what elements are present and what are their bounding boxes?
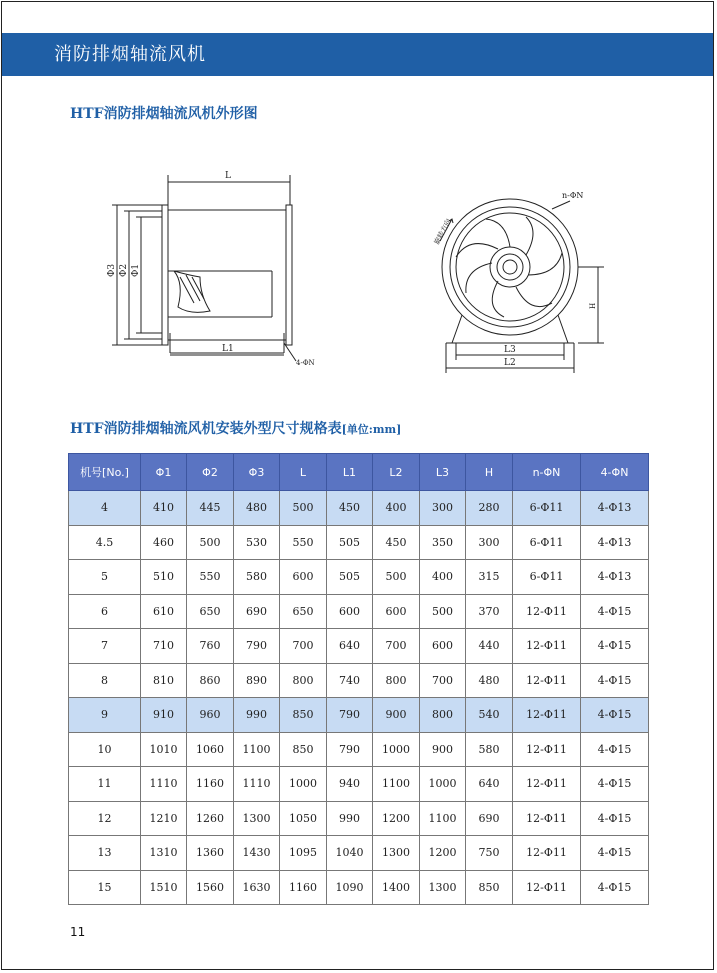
- table-cell: 1000: [373, 732, 420, 767]
- table-cell: 1200: [420, 836, 466, 871]
- table-cell: 4-Φ15: [581, 698, 649, 733]
- column-header: L: [280, 454, 327, 491]
- drawing-section-title: HTF消防排烟轴流风机外形图: [70, 106, 258, 122]
- column-header: n-ΦN: [513, 454, 581, 491]
- table-row: [69, 732, 649, 767]
- table-cell: 1260: [187, 801, 234, 836]
- table-cell: 4-Φ15: [581, 870, 649, 905]
- table-cell: 610: [141, 594, 187, 629]
- table-cell: 940: [327, 767, 373, 802]
- table-cell: 850: [280, 698, 327, 733]
- table-cell: 1160: [280, 870, 327, 905]
- table-cell: 12-Φ11: [513, 732, 581, 767]
- table-cell: 800: [373, 663, 420, 698]
- table-cell: 580: [234, 560, 280, 595]
- label-phi2: Φ2: [119, 263, 129, 277]
- table-cell: 640: [466, 767, 513, 802]
- label-L: L: [225, 171, 231, 181]
- table-cell: 445: [187, 491, 234, 526]
- table-cell: 1110: [141, 767, 187, 802]
- table-cell: 600: [373, 594, 420, 629]
- table-cell: 1210: [141, 801, 187, 836]
- table-cell: 530: [234, 525, 280, 560]
- label-phi3: Φ3: [107, 263, 117, 277]
- column-header: L2: [373, 454, 420, 491]
- table-cell: 1430: [234, 836, 280, 871]
- table-cell: 1100: [420, 801, 466, 836]
- table-cell: 500: [420, 594, 466, 629]
- table-cell: 990: [234, 698, 280, 733]
- table-cell: 440: [466, 629, 513, 664]
- table-cell: 650: [280, 594, 327, 629]
- table-cell: 280: [466, 491, 513, 526]
- column-header: Φ3: [234, 454, 280, 491]
- table-cell: 1050: [280, 801, 327, 836]
- table-cell: 300: [466, 525, 513, 560]
- table-row: [69, 698, 649, 733]
- fan-outline-drawing: [100, 165, 620, 380]
- spec-table: [68, 453, 649, 905]
- table-cell: 1100: [373, 767, 420, 802]
- table-header-row: [69, 454, 649, 491]
- column-header: 4-ΦN: [581, 454, 649, 491]
- table-cell: 4-Φ15: [581, 629, 649, 664]
- table-cell: 750: [466, 836, 513, 871]
- table-cell: 12-Φ11: [513, 870, 581, 905]
- table-cell: 6-Φ11: [513, 560, 581, 595]
- table-cell: 10: [69, 732, 141, 767]
- table-cell: 500: [187, 525, 234, 560]
- table-cell: 5: [69, 560, 141, 595]
- table-cell: 850: [466, 870, 513, 905]
- table-body: [69, 491, 649, 905]
- table-cell: 13: [69, 836, 141, 871]
- table-cell: 550: [187, 560, 234, 595]
- table-cell: 1000: [280, 767, 327, 802]
- table-cell: 370: [466, 594, 513, 629]
- column-header: H: [466, 454, 513, 491]
- table-cell: 900: [373, 698, 420, 733]
- table-cell: 4.5: [69, 525, 141, 560]
- table-cell: 4-Φ15: [581, 663, 649, 698]
- table-cell: 315: [466, 560, 513, 595]
- header-bar: [2, 33, 713, 76]
- table-cell: 4-Φ15: [581, 836, 649, 871]
- label-L1: L1: [222, 344, 234, 354]
- table-cell: 7: [69, 629, 141, 664]
- table-cell: 12-Φ11: [513, 801, 581, 836]
- column-header: 机号[No.]: [69, 454, 141, 491]
- table-cell: 12-Φ11: [513, 594, 581, 629]
- table-cell: 1040: [327, 836, 373, 871]
- table-cell: 1300: [234, 801, 280, 836]
- table-cell: 650: [187, 594, 234, 629]
- label-phi1: Φ1: [131, 263, 141, 277]
- table-cell: 6-Φ11: [513, 525, 581, 560]
- table-row: [69, 525, 649, 560]
- table-cell: 1100: [234, 732, 280, 767]
- table-cell: 1090: [327, 870, 373, 905]
- table-cell: 690: [234, 594, 280, 629]
- page-number: 11: [70, 925, 86, 939]
- table-cell: 790: [327, 698, 373, 733]
- table-row: [69, 491, 649, 526]
- table-row: [69, 594, 649, 629]
- table-row: [69, 801, 649, 836]
- column-header: Φ1: [141, 454, 187, 491]
- table-cell: 690: [466, 801, 513, 836]
- table-cell: 8: [69, 663, 141, 698]
- table-cell: 550: [280, 525, 327, 560]
- table-cell: 4-Φ15: [581, 594, 649, 629]
- table-cell: 600: [327, 594, 373, 629]
- table-cell: 900: [420, 732, 466, 767]
- table-cell: 1095: [280, 836, 327, 871]
- table-row: [69, 767, 649, 802]
- table-cell: 700: [373, 629, 420, 664]
- label-4-phiN: 4-ΦN: [296, 359, 315, 367]
- table-cell: 400: [420, 560, 466, 595]
- table-cell: 11: [69, 767, 141, 802]
- label-n-phiN: n-ΦN: [562, 191, 584, 200]
- table-cell: 4-Φ13: [581, 491, 649, 526]
- table-cell: 450: [373, 525, 420, 560]
- column-header: L1: [327, 454, 373, 491]
- table-cell: 460: [141, 525, 187, 560]
- table-cell: 600: [280, 560, 327, 595]
- table-cell: 1310: [141, 836, 187, 871]
- label-H: H: [589, 302, 597, 309]
- table-cell: 1300: [420, 870, 466, 905]
- table-cell: 12-Φ11: [513, 767, 581, 802]
- table-cell: 990: [327, 801, 373, 836]
- table-cell: 910: [141, 698, 187, 733]
- table-cell: 410: [141, 491, 187, 526]
- table-cell: 12-Φ11: [513, 629, 581, 664]
- table-title: HTF消防排烟轴流风机安装外型尺寸规格表: [70, 421, 342, 437]
- column-header: Φ2: [187, 454, 234, 491]
- table-cell: 790: [234, 629, 280, 664]
- table-section-title: [70, 418, 401, 438]
- table-cell: 12: [69, 801, 141, 836]
- table-cell: 960: [187, 698, 234, 733]
- table-cell: 860: [187, 663, 234, 698]
- table-cell: 4-Φ13: [581, 525, 649, 560]
- table-cell: 800: [280, 663, 327, 698]
- table-cell: 600: [420, 629, 466, 664]
- table-cell: 890: [234, 663, 280, 698]
- table-cell: 540: [466, 698, 513, 733]
- table-cell: 6-Φ11: [513, 491, 581, 526]
- table-cell: 6: [69, 594, 141, 629]
- table-cell: 480: [466, 663, 513, 698]
- table-cell: 4-Φ15: [581, 767, 649, 802]
- table-cell: 1510: [141, 870, 187, 905]
- table-cell: 1000: [420, 767, 466, 802]
- table-cell: 12-Φ11: [513, 698, 581, 733]
- table-row: [69, 870, 649, 905]
- table-cell: 810: [141, 663, 187, 698]
- table-cell: 1060: [187, 732, 234, 767]
- table-cell: 4-Φ15: [581, 732, 649, 767]
- table-cell: 450: [327, 491, 373, 526]
- table-cell: 500: [280, 491, 327, 526]
- table-cell: 640: [327, 629, 373, 664]
- table-row: [69, 560, 649, 595]
- table-cell: 400: [373, 491, 420, 526]
- table-row: [69, 836, 649, 871]
- table-cell: 1200: [373, 801, 420, 836]
- label-L3: L3: [504, 345, 516, 355]
- table-cell: 850: [280, 732, 327, 767]
- table-cell: 1400: [373, 870, 420, 905]
- table-cell: 4: [69, 491, 141, 526]
- table-cell: 300: [420, 491, 466, 526]
- table-cell: 700: [420, 663, 466, 698]
- table-cell: 1560: [187, 870, 234, 905]
- table-cell: 4-Φ15: [581, 801, 649, 836]
- table-cell: 510: [141, 560, 187, 595]
- table-cell: 480: [234, 491, 280, 526]
- label-L2: L2: [504, 358, 516, 368]
- table-cell: 790: [327, 732, 373, 767]
- table-cell: 710: [141, 629, 187, 664]
- table-cell: 800: [420, 698, 466, 733]
- table-cell: 12-Φ11: [513, 663, 581, 698]
- table-cell: 1300: [373, 836, 420, 871]
- table-cell: 740: [327, 663, 373, 698]
- table-cell: 1110: [234, 767, 280, 802]
- table-cell: 500: [373, 560, 420, 595]
- front-view: [440, 199, 604, 373]
- table-cell: 580: [466, 732, 513, 767]
- table-cell: 505: [327, 560, 373, 595]
- table-cell: 9: [69, 698, 141, 733]
- table-cell: 15: [69, 870, 141, 905]
- table-cell: 760: [187, 629, 234, 664]
- table-cell: 505: [327, 525, 373, 560]
- table-unit: [单位:mm]: [341, 423, 402, 436]
- table-cell: 1160: [187, 767, 234, 802]
- table-cell: 700: [280, 629, 327, 664]
- table-cell: 12-Φ11: [513, 836, 581, 871]
- table-row: [69, 663, 649, 698]
- column-header: L3: [420, 454, 466, 491]
- table-row: [69, 629, 649, 664]
- table-cell: 1360: [187, 836, 234, 871]
- table-cell: 1010: [141, 732, 187, 767]
- table-cell: 1630: [234, 870, 280, 905]
- header-title: 消防排烟轴流风机: [54, 44, 206, 65]
- table-cell: 4-Φ13: [581, 560, 649, 595]
- label-rotation: 旋转方向: [432, 217, 453, 246]
- table-cell: 350: [420, 525, 466, 560]
